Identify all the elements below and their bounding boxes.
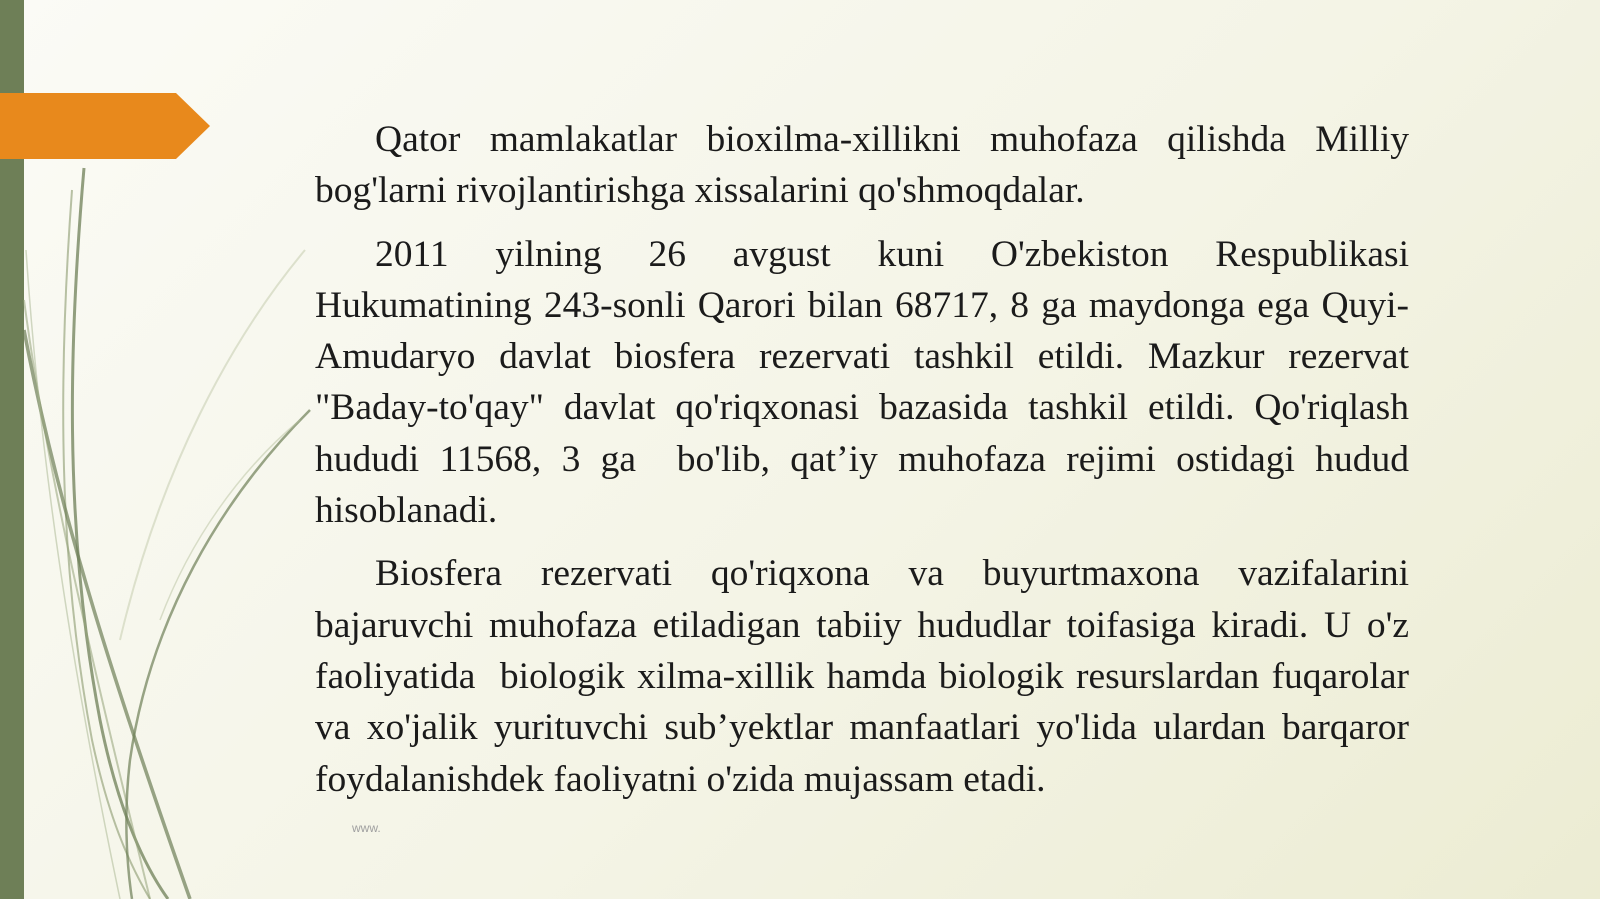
body-text [315,114,1419,817]
paragraph-2: 2011 yilning 26 avgust kuni O'zbekiston Respublikasi Hukumatining 243-sonli Qarori bilan 68717, 8 ga maydonga ega Quyi-Amudaryo davlat biosfera rezervati tashkil etildi. Mazkur rezervat "Baday-to'qay" davlat qo'riqxonasi bazasida tashkil etildi. Qo'riqlash hududi 11568, 3 ga bo'lib, qat’iy muhofaza rejimi ostidagi hudud hisoblanadi. [315,233,1419,532]
paragraph-3: Biosfera rezervati qo'riqxona va buyurtmaxona vazifalarini bajaruvchi muhofaza etiladigan tabiiy hududlar toifasiga kiradi. U o'z faoliyatida biologik xilma-xillik hamda biologik resurslardan fuqarolar va xo'jalik yurituvchi sub’yektlar manfaatlari yo'lida ulardan barqaror foydalanishdek faoliyatni o'zida mujassam etadi. [315,553,1419,800]
footer-url: www. [352,821,381,835]
paragraph-1: Qator mamlakatlar bioxilma-xillikni muhofaza qilishda Milliy bog'larni rivojlantirishga xissalarini qo'shmoqdalar. [315,119,1419,212]
orange-arrow-tab [0,93,210,159]
